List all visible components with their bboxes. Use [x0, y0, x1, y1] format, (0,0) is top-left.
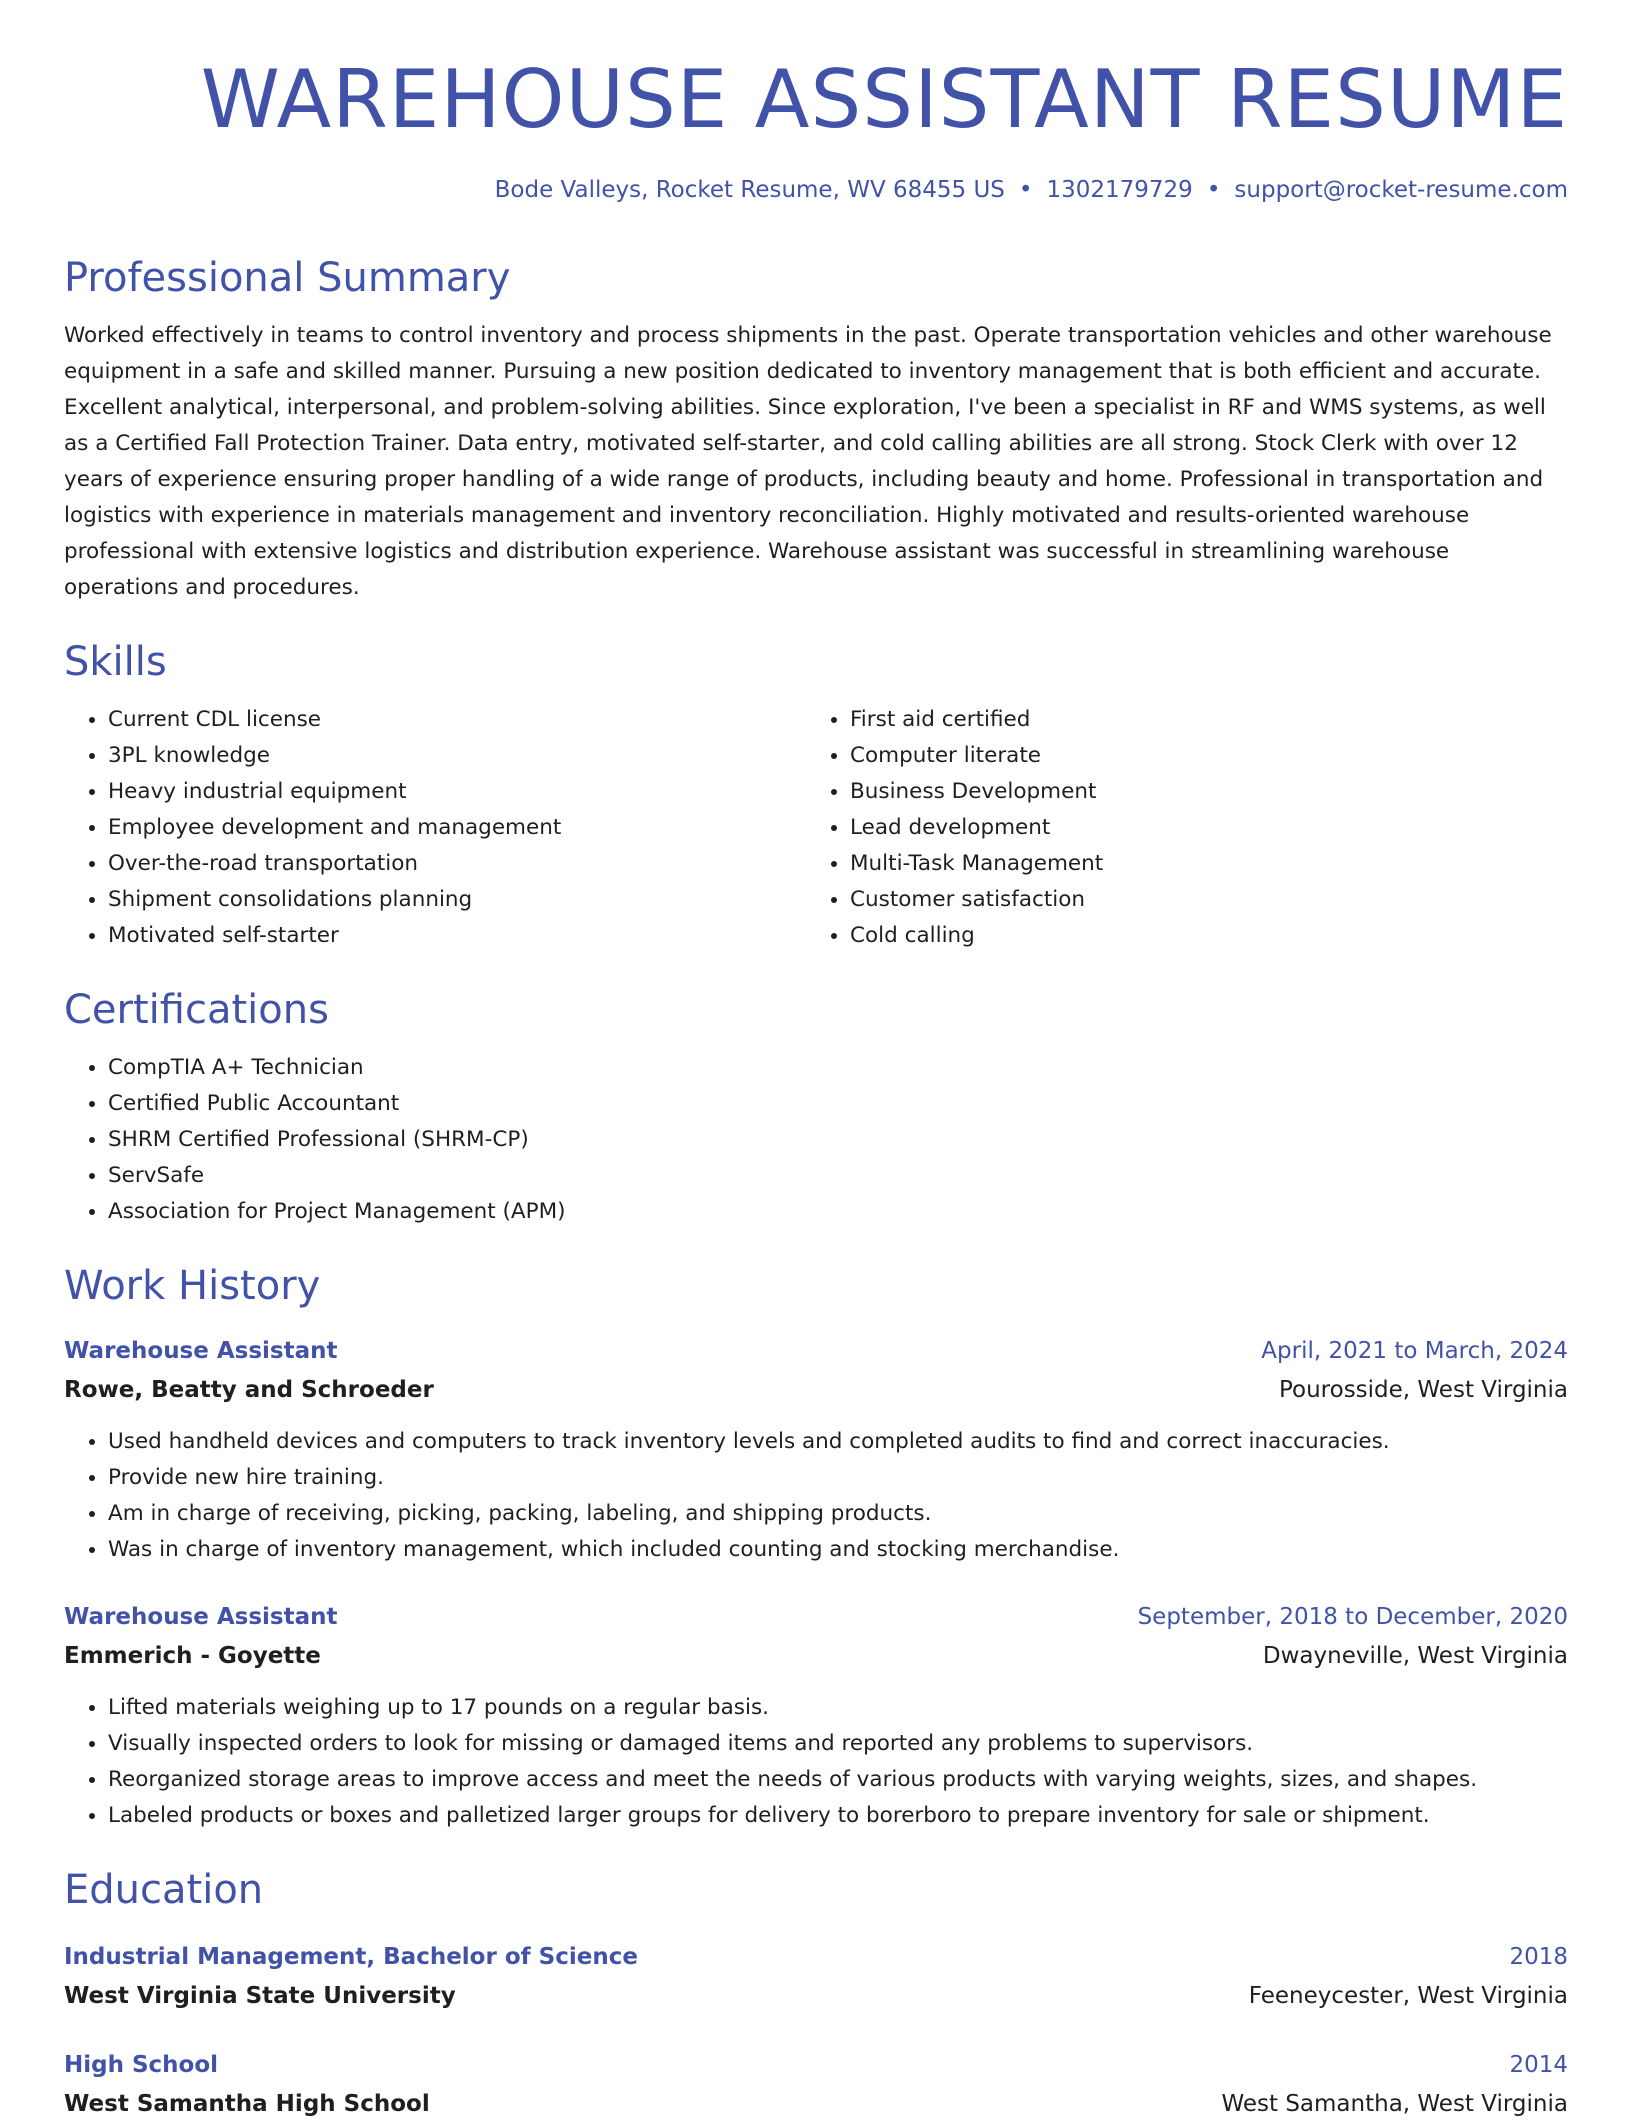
contact-separator: •: [1018, 177, 1033, 203]
education-degree: High School: [64, 2052, 219, 2078]
job-bullet: • Am in charge of receiving, picking, packing, labeling, and shipping products.: [108, 1496, 1568, 1532]
education-location: Feeneycester, West Virginia: [1248, 1983, 1568, 2009]
skill-item: • Multi-Task Management: [850, 846, 1548, 882]
education-location: West Samantha, West Virginia: [1221, 2091, 1568, 2117]
job-header: [64, 1598, 1568, 1636]
contact-email[interactable]: support@rocket-resume.com: [1234, 177, 1568, 203]
education-header: [64, 2046, 1568, 2084]
education-school: West Virginia State University: [64, 1983, 456, 2009]
certification-item: • SHRM Certified Professional (SHRM-CP): [108, 1122, 1568, 1158]
certifications-heading: Certifications: [64, 987, 329, 1033]
contact-address: Bode Valleys, Rocket Resume, WV 68455 US: [494, 177, 1005, 203]
job-company: Rowe, Beatty and Schroeder: [64, 1377, 434, 1403]
job-location: Dwayneville, West Virginia: [1262, 1643, 1568, 1669]
education-entry: [64, 1938, 1568, 2016]
skill-item: • Customer satisfaction: [850, 882, 1548, 918]
education-entry: [64, 2046, 1568, 2124]
job-dates: September, 2018 to December, 2020: [1137, 1604, 1568, 1630]
job-subheader: [64, 1370, 1568, 1410]
education-school: West Samantha High School: [64, 2091, 430, 2117]
job-bullets: [64, 1424, 1568, 1568]
skill-item: • Over-the-road transportation: [108, 846, 806, 882]
skills-heading: Skills: [64, 639, 167, 685]
contact-separator: •: [1206, 177, 1221, 203]
resume-page: [64, 0, 1568, 2124]
job-role: Warehouse Assistant: [64, 1338, 338, 1364]
skill-item: • Shipment consolidations planning: [108, 882, 806, 918]
skills-column-left: [64, 702, 806, 954]
education-heading: Education: [64, 1867, 264, 1913]
skill-item: • Current CDL license: [108, 702, 806, 738]
job-bullet: • Reorganized storage areas to improve access and meet the needs of various products with varying weights, sizes, and shapes.: [108, 1762, 1568, 1798]
job-subheader: [64, 1636, 1568, 1676]
certification-item: • Association for Project Management (APM): [108, 1194, 1568, 1230]
job-entry: [64, 1598, 1568, 1834]
summary-heading: Professional Summary: [64, 255, 511, 301]
skill-item: • Cold calling: [850, 918, 1548, 954]
job-entry: [64, 1332, 1568, 1568]
job-bullet: • Used handheld devices and computers to track inventory levels and completed audits to find and correct inaccuracies.: [108, 1424, 1568, 1460]
skill-item: • Computer literate: [850, 738, 1548, 774]
certification-item: • CompTIA A+ Technician: [108, 1050, 1568, 1086]
skills-grid: [64, 702, 1568, 954]
job-bullet: • Visually inspected orders to look for missing or damaged items and reported any problems to supervisors.: [108, 1726, 1568, 1762]
contact-line: [64, 174, 1568, 206]
work-history-heading: Work History: [64, 1263, 321, 1309]
certification-item: • Certified Public Accountant: [108, 1086, 1568, 1122]
job-dates: April, 2021 to March, 2024: [1261, 1338, 1568, 1364]
summary-text: Worked effectively in teams to control inventory and process shipments in the past. Operate transportation vehicles and other warehouse equipment in a safe and skilled manner. Pursuing a new position dedicated to inventory management that is both efficient and accurate. Excellent analytical, interpersonal, and problem-solving abilities. Since exploration, I've been a specialist in RF and WMS systems, as well as a Certified Fall Protection Trainer. Data entry, motivated self-starter, and cold calling abilities are all strong. Stock Clerk with over 12 years of experience ensuring proper handling of a wide range of products, including beauty and home. Professional in transportation and logistics with experience in materials management and inventory reconciliation. Highly motivated and results-oriented warehouse professional with extensive logistics and distribution experience. Warehouse assistant was successful in streamlining warehouse operations and procedures.: [64, 323, 1552, 600]
education-subheader: [64, 1976, 1568, 2016]
job-bullet: • Was in charge of inventory management, which included counting and stocking merchandise.: [108, 1532, 1568, 1568]
job-location: Pourosside, West Virginia: [1278, 1377, 1568, 1403]
education-subheader: [64, 2084, 1568, 2124]
job-role: Warehouse Assistant: [64, 1604, 338, 1630]
certifications-list: [64, 1050, 1568, 1230]
job-bullet: • Labeled products or boxes and palletized larger groups for delivery to borerboro to prepare inventory for sale or shipment.: [108, 1798, 1568, 1834]
skill-item: • First aid certified: [850, 702, 1548, 738]
skill-item: • Business Development: [850, 774, 1548, 810]
skill-item: • Heavy industrial equipment: [108, 774, 806, 810]
skills-list-right: [806, 702, 1548, 954]
job-bullet: • Provide new hire training.: [108, 1460, 1568, 1496]
job-bullet: • Lifted materials weighing up to 17 pounds on a regular basis.: [108, 1690, 1568, 1726]
resume-title: WAREHOUSE ASSISTANT RESUME: [200, 53, 1568, 146]
job-header: [64, 1332, 1568, 1370]
skill-item: • 3PL knowledge: [108, 738, 806, 774]
education-header: [64, 1938, 1568, 1976]
education-year: 2018: [1509, 1944, 1568, 1970]
education-year: 2014: [1509, 2052, 1568, 2078]
certification-item: • ServSafe: [108, 1158, 1568, 1194]
skill-item: • Employee development and management: [108, 810, 806, 846]
job-company: Emmerich - Goyette: [64, 1643, 321, 1669]
skill-item: • Motivated self-starter: [108, 918, 806, 954]
job-bullets: [64, 1690, 1568, 1834]
skills-list-left: [64, 702, 806, 954]
skills-column-right: [806, 702, 1548, 954]
contact-phone: 1302179729: [1046, 177, 1193, 203]
skill-item: • Lead development: [850, 810, 1548, 846]
education-degree: Industrial Management, Bachelor of Science: [64, 1944, 638, 1970]
